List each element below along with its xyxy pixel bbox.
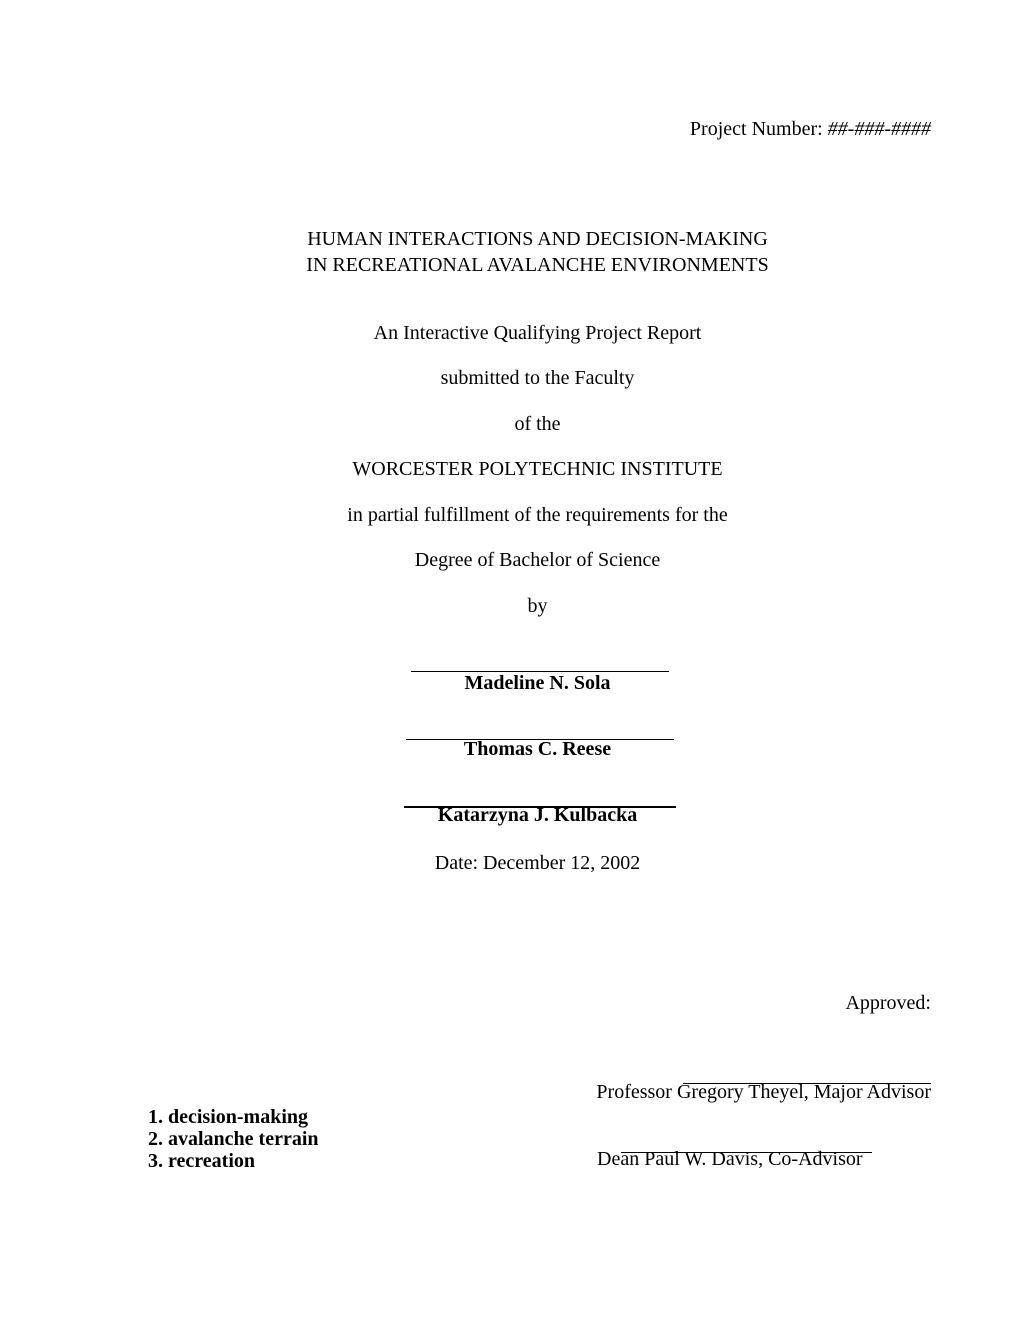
author-name-3: Katarzyna J. Kulbacka	[437, 804, 638, 826]
keyword-item-1: 1. decision-making	[148, 1106, 309, 1128]
front-matter-fulfillment: in partial fulfillment of the requirements for the	[347, 504, 728, 526]
co-advisor-name: Dean Paul W. Davis, Co-Advisor	[597, 1148, 863, 1170]
project-number-label: Project Number:	[689, 118, 828, 140]
front-matter-submitted: submitted to the Faculty	[440, 367, 635, 389]
date-line: Date: December 12, 2002	[434, 852, 641, 874]
front-matter-report-type: An Interactive Qualifying Project Report	[373, 322, 702, 344]
report-title-line-2: IN RECREATIONAL AVALANCHE ENVIRONMENTS	[306, 253, 769, 276]
front-matter-degree: Degree of Bachelor of Science	[414, 549, 661, 571]
keywords-list	[148, 1106, 319, 1172]
keyword-item-2: 2. avalanche terrain	[148, 1128, 319, 1150]
approved-label: Approved:	[845, 992, 931, 1014]
project-number	[150, 117, 931, 142]
report-title	[150, 227, 925, 278]
front-matter-of-the: of the	[514, 413, 561, 435]
front-matter-institution: WORCESTER POLYTECHNIC INSTITUTE	[352, 458, 723, 480]
author-name-2: Thomas C. Reese	[463, 738, 612, 760]
report-title-line-1: HUMAN INTERACTIONS AND DECISION-MAKING	[307, 228, 768, 250]
front-matter-by: by	[527, 595, 548, 617]
author-name-1: Madeline N. Sola	[464, 672, 611, 694]
keyword-item-3: 3. recreation	[148, 1150, 256, 1172]
major-advisor-name: Professor Gregory Theyel, Major Advisor	[596, 1081, 931, 1103]
project-number-value: ##-###-####	[827, 118, 931, 140]
